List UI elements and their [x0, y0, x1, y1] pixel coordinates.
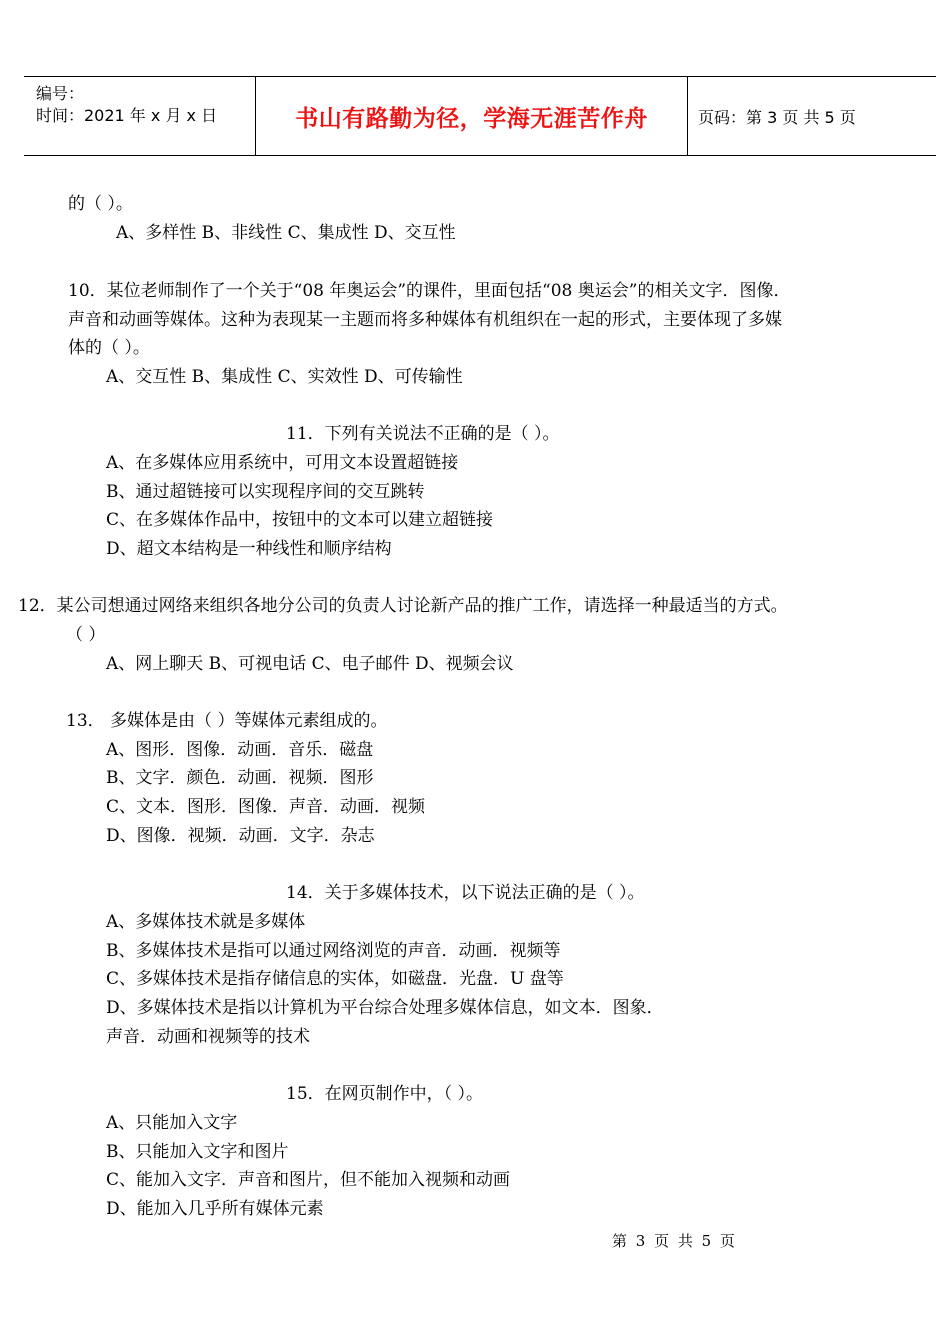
question-13-option-a: A、图形．图像．动画．音乐．磁盘	[106, 740, 374, 760]
page-header	[24, 76, 936, 156]
header-motto-cell	[256, 77, 688, 155]
header-motto: 书山有路勤为径，学海无涯苦作舟	[295, 105, 648, 132]
question-15-option-b: B、只能加入文字和图片	[106, 1142, 289, 1162]
question-14-option-c: C、多媒体技术是指存储信息的实体，如磁盘．光盘．U 盘等	[106, 969, 564, 989]
question-12-options: A、网上聊天 B、可视电话 C、电子邮件 D、视频会议	[106, 654, 514, 674]
question-15-option-d: D、能加入几乎所有媒体元素	[106, 1199, 324, 1219]
question-11-option-a: A、在多媒体应用系统中，可用文本设置超链接	[106, 453, 459, 473]
question-14-option-d-cont: 声音．动画和视频等的技术	[106, 1027, 310, 1047]
question-14-option-b: B、多媒体技术是指可以通过网络浏览的声音．动画．视频等	[106, 941, 561, 961]
question-11-option-d: D、超文本结构是一种线性和顺序结构	[106, 539, 392, 559]
question-11-option-b: B、通过超链接可以实现程序间的交互跳转	[106, 482, 425, 502]
question-11-option-c: C、在多媒体作品中，按钮中的文本可以建立超链接	[106, 510, 494, 530]
header-page-number: 页码：第 3 页 共 5 页	[698, 107, 856, 127]
question-10-line-2: 声音和动画等媒体。这种为表现某一主题而将多种媒体有机组织在一起的形式，主要体现了多媒	[68, 310, 782, 330]
document-number-label: 编号：	[36, 84, 85, 103]
question-9-stem-end: 的（ ）。	[68, 194, 133, 214]
page-footer: 第 3 页 共 5 页	[612, 1232, 737, 1250]
question-10-line-1: 10．某位老师制作了一个关于“08 年奥运会”的课件，里面包括“08 奥运会”的相关文字．图像．	[68, 281, 791, 301]
question-13-option-b: B、文字．颜色．动画．视频．图形	[106, 768, 374, 788]
question-14-option-a: A、多媒体技术就是多媒体	[106, 912, 306, 932]
question-13-stem: 13． 多媒体是由（ ）等媒体元素组成的。	[66, 711, 388, 731]
question-13-option-d: D、图像．视频．动画．文字．杂志	[106, 826, 375, 846]
question-11-stem: 11．下列有关说法不正确的是（ ）。	[286, 424, 560, 444]
header-meta	[24, 77, 256, 155]
question-10-line-3: 体的（ ）。	[68, 338, 150, 358]
question-15-stem: 15．在网页制作中，（ ）。	[286, 1084, 484, 1104]
question-9-options: A、多样性 B、非线性 C、集成性 D、交互性	[116, 223, 456, 243]
question-14-stem: 14．关于多媒体技术，以下说法正确的是（ ）。	[286, 883, 645, 903]
question-13-option-c: C、文本．图形．图像．声音．动画．视频	[106, 797, 426, 817]
question-10-options: A、交互性 B、集成性 C、实效性 D、可传输性	[106, 367, 463, 387]
question-15-option-c: C、能加入文字．声音和图片，但不能加入视频和动画	[106, 1170, 511, 1190]
question-15-option-a: A、只能加入文字	[106, 1113, 238, 1133]
header-page-cell	[688, 77, 936, 155]
question-12-blank: （ ）	[66, 625, 106, 645]
question-12-stem: 12．某公司想通过网络来组织各地分公司的负责人讨论新产品的推广工作，请选择一种最适当的方式。	[18, 596, 788, 616]
document-time-label: 时间：2021 年 x 月 x 日	[36, 106, 218, 125]
question-14-option-d: D、多媒体技术是指以计算机为平台综合处理多媒体信息，如文本．图象．	[106, 998, 664, 1018]
